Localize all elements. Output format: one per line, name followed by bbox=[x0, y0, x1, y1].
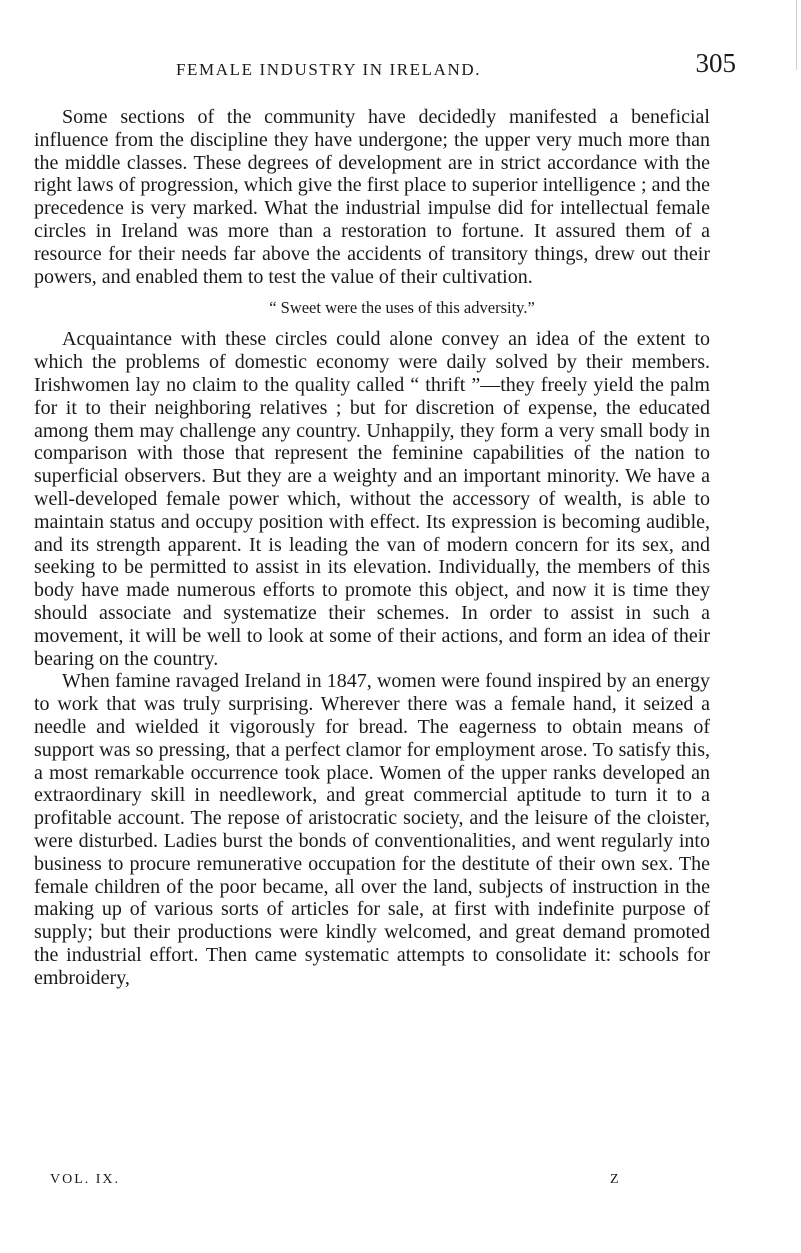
paragraph: Acquaintance with these circles could alone convey an idea of the extent to which the problems of domestic economy were daily solved by their members. Irishwomen lay no claim to the quality called “ thrift ”—they freely yield the palm for it to their neighboring relatives ; but for discretion of expense, the educated among them may challenge any country. Unhappily, they form a very small body in comparison with those that represent the feminine capabilities of the nation to superficial observers. But they are a weighty and an important minority. We have a well-developed female power which, without the accessory of wealth, is able to maintain status and occupy position with effect. Its expression is becoming audible, and its strength apparent. It is leading the van of modern concern for its sex, and seeking to be permitted to assist in its elevation. Individually, the members of this body have made numerous efforts to promote this object, and now it is time they should associate and systematize their schemes. In order to assist in such a movement, it will be well to look at some of their actions, and form an idea of their bearing on the country. bbox=[34, 328, 710, 670]
page-number: 305 bbox=[695, 48, 736, 78]
running-head bbox=[30, 48, 736, 96]
volume-label: VOL. IX. bbox=[50, 1172, 121, 1187]
quotation: “ Sweet were the uses of this adversity.” bbox=[269, 298, 535, 318]
paragraph: When famine ravaged Ireland in 1847, women were found inspired by an energy to work that was truly surprising. Wherever there was a female hand, it seized a needle and wielded it vigorously for bread. The eagerness to obtain means of support was so pressing, that a perfect clamor for employment arose. To satisfy this, a most remarkable occurrence took place. Women of the upper ranks developed an extraordinary skill in needlework, and great commercial aptitude to turn it to a profitable account. The repose of aristocratic society, and the leisure of the cloister, were disturbed. Ladies burst the bonds of conventionalities, and went regularly into business to procure remunerative occupation for the destitute of their own sex. The female children of the poor became, all over the land, subjects of instruction in the making up of various sorts of articles for sale, at first with indefinite purpose of supply; but their productions were kindly welcomed, and great demand promoted the industrial effort. Then came systematic attempts to consolidate it: schools for embroidery, bbox=[34, 670, 710, 989]
signature-mark: Z bbox=[610, 1172, 619, 1187]
page-edge-rule bbox=[796, 0, 797, 70]
body-text bbox=[34, 106, 710, 989]
page-footer bbox=[30, 1172, 710, 1196]
running-title: FEMALE INDUSTRY IN IRELAND. bbox=[176, 60, 482, 79]
paragraph: Some sections of the community have decidedly manifested a beneficial influence from the discipline they have undergone; the upper very much more than the middle classes. These degrees of development are in strict accordance with the right laws of progression, which give the first place to superior intelligence ; and the precedence is very marked. What the industrial impulse did for intellectual female circles in Ireland was more than a restoration to fortune. It assured them of a resource for their needs far above the accidents of transitory things, drew out their powers, and enabled them to test the value of their cultivation. bbox=[34, 106, 710, 288]
